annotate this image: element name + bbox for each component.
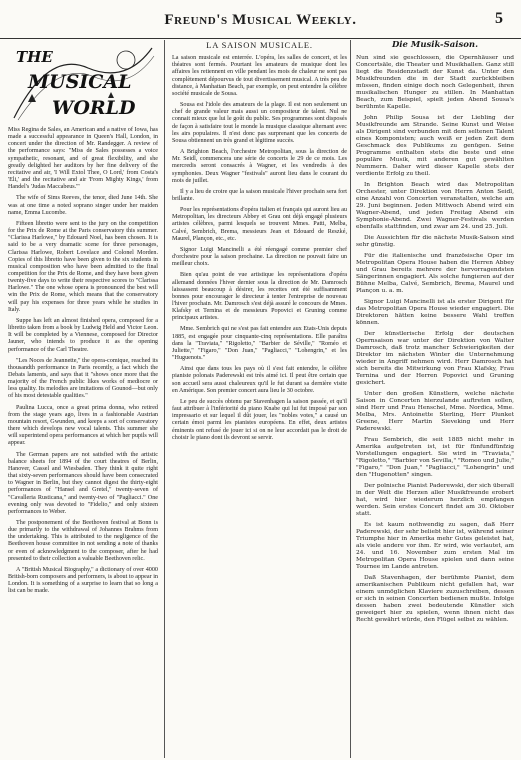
article-paragraph: Nun sind sie geschlossen, die Opernhäuser und Concertsäle, die Theater und Musikhallen. Ganz still liegt die Residenzstadt der Kunst da. Unter den Musikfreunden die in der Stadt zurückbleiben müssen, finden einige doch noch Gelegenheit, ihren musikalischen Hunger zu stillen. In Manhattan Beach, zum Beispiel, spielt jeden Abend Sousa's berühmte Kapelle. <box>356 55 514 111</box>
svg-text:THE: THE <box>16 48 53 66</box>
article-paragraph: Frau Sembrich, die seit 1885 nicht mehr in Amerika aufgetreten ist, ist für fünfundfünfzig Vorstellungen engagiert. Sie wird in "Traviata," "Rigoletto," "Barbier von Sevilla," "Romeo und Julie," "Figaro," "Don Juan," "Pagliacci," "Lohengrin" und den "Hugenotten" singen. <box>356 437 514 479</box>
svg-text:WORLD: WORLD <box>52 97 136 119</box>
publication-title: Freund's Musical Weekly. <box>164 12 357 28</box>
column-rule-right <box>350 40 351 758</box>
article-paragraph: A Brighton Beach, l'orchestre Metropolitan, sous la direction de Mr. Seidl, commencera une série de concerts le 29 de ce mois. Les mercredis seront consacrés à Wagner, et les vendredis à des symphonies. Deux Wagner "festivals" auront lieu dans le courant du mois de juillet. <box>172 149 347 184</box>
article-paragraph: La saison musicale est enterrée. L'opéra, les salles de concert, et les théatres sont fermés. Pourtant les amateurs de musique dont les affaires les retiennent en ville pendant les mois de chaleur ne sont pas complètement dépourvus de tout divertissement musical. A très peu de distance, à Manhattan Beach, par exemple, on peut entendre la célèbre société musicale de Sousa. <box>172 55 347 97</box>
article-paragraph: Il y a lieu de croire que la saison musicale l'hiver prochain sera fort brillante. <box>172 188 347 202</box>
article-paragraph: Der polnische Pianist Paderewski, der sich überall in der Welt die Herzen aller Musikfreunde erobert hat, wird hier wiederum herzlich empfangen werden. Sein erstes Concert findet am 30. Oktober statt. <box>356 483 514 518</box>
article-paragraph: Ainsi que dans tous les pays où il s'est fait entendre, le célèbre pianiste polonais Paderewski est très aimé ici. Il peut être certain que son accueil sera aussi chaleureux qu'il le fut durant sa dernière visite en Amérique. Son premier concert aura lieu le 30 octobre. <box>172 366 347 394</box>
news-paragraph: The German papers are not satisfied with the artistic balance sheets for 1894 of the court theatres of Berlin, Hanover, Cassel and Wiesbaden. They think it quite right that sixty-seven performances should have been consecrated to Wagner in Berlin, but they cannot digest the thirty-eight performances of "Hansel and Gretel," twenty-seven of "Cavalleria Rusticana," and twenty-two of "Pagliacci." One evening only was devoted to "Fidelio," and only sixteen performances to Weber. <box>8 451 158 515</box>
article-paragraph: Unter den großen Künstlern, welche nächste Saison in Concerten hierzulande auftreten sollen, sind Herr und Frau Henschel, Mme. Nordica, Mme. Melba, Mrs. Antoinette Sterling, Herr Plunket Greene, Herr Martin Sieveking und Herr Paderewski. <box>356 391 514 433</box>
news-paragraph: The wife of Sims Reeves, the tenor, died June 14th. She was at one time a noted soprano singer under her maiden name, Emma Lucombe. <box>8 195 158 216</box>
column-german-article <box>356 40 514 756</box>
musical-world-logo <box>8 40 158 124</box>
article-paragraph: Le peu de succès obtenu par Stavenhagen la saison passée, et qu'il faut attribuer à l'infériorité du piano Knabe qui lui fut imposé par son impressario et sur lequel il dût jouer, les "nobles votes," a causé un certain émoi parmi les pianistes européens. En effet, deux artistes éminents ont refusé de jouer ici si on ne leur accordait pas le droit de choisir le piano dont ils devront se servir. <box>172 398 347 441</box>
article-paragraph: Sousa est l'idole des amateurs de la plage. Il est non seulement un chef de grande valeur mais aussi un compositeur de talent. Nul ne connait mieux que lui le goût du public. Ses programmes sont disposés de façon à satisfaire tout le monde la musique classique alternant avec les airs populaires. Il n'est donc pas surprenant que les concerts de Sousa obtiennent un très grand et légitime succès. <box>172 102 347 144</box>
article-paragraph: Pour les représentations d'opéra italien et français qui auront lieu au Metropolitan, les directeurs Abbey et Grau ont déjà engagé plusieurs artistes célèbres, parmi lesquels se trouvent Mmes. Patti, Melba, Calvé, Sembrich, Brema, messieurs Jean et Edouard de Reszké, Maurel, Plançon, etc., etc. <box>172 207 347 242</box>
news-paragraph: The postponement of the Beethoven festival at Bonn is due primarily to the withdrawal of Johannes Brahms from the undertaking. This is attributed to the negligence of the Beethoven house committee in not sending a note of thanks or even of acknowledgment to the composer, after he had presented to their collection a valuable Beethoven relic. <box>8 519 158 562</box>
article-paragraph: Für die italienische und französische Oper im Metropolitan Opera House haben die Herren Abbey und Grau bereits mehrere der hervorragendsten Sängerinnen engagiert. Als solche fungieren auf der Bühne Melba, Calvé, Sembrich, Brema, Maurel und Plançon u. a. m. <box>356 253 514 295</box>
musical-world-logo-art <box>8 40 158 124</box>
article-paragraph: John Philip Sousa ist der Liebling der Musikfreunde am Strande. Seine Kunst und Weise als Dirigent sind verbunden mit dem seltenen Talent eines Komponisten; auch weiß er jeden Zeit dem Geschmack des Publikums zu genügen. Seine Programme enthalten stets die beste und eine populäre Musik, mit anderen gut gewählten Nummern. Daher wird dieser Kapelle stets der verdiente Erfolg zu theil. <box>356 115 514 178</box>
article-paragraph: Der künstlerische Erfolg der deutschen Opernsaison war unter der Direktion von Walter Damrosch, daß trotz mancher Schwierigkeiten der Direktor im nächsten Winter die Unternehmung wieder in Angriff nehmen wird. Herr Damrosch hat sich bereits die Mitwirkung von Frau Klafsky, Frau Ternina und der Herren Popovici und Gruning gesichert. <box>356 331 514 387</box>
article-paragraph: Mme. Sembrich qui ne s'est pas fait entendre aux Etats-Unis depuis 1885, est engagée pour cinquante-cinq représentations. Elle paraîtra dans la "Traviata," "Rigoletto," "Barbier de Séville," "Roméo et Juliette," "Figaro," "Don Juan," "Pagliacci," "Lohengrin," et les "Huguenots." <box>172 326 347 362</box>
article-paragraph: In Brighton Beach wird das Metropolitan Orchester, unter Direktion von Herrn Anton Seidl, eine Anzahl von Concerten veranstalten, welche am 29. Juni beginnen. Jeden Mittwoch Abend wird ein Wagner-Abend, und jeden Freitag Abend ein Symphonie-Abend. Zwei Wagner-Festivals werden ebenfalls stattfinden, und zwar am 24. und 25. Juli. <box>356 182 514 231</box>
news-paragraph: Miss Regina de Sales, an American and a native of Iowa, has made a successful appearance in Queen's Hall, London, in concert under the direction of Mr. Randegger. A review of the performance says: "Miss de Sales possesses a voice sympathetic, resonant, and of great flexibility, and she greatly delighted her auditors by her fine delivery of the recitative and air, 'I Will Extol Thee, O Lord,' from Costa's 'Eli,' and the recitative and air 'From Mighty Kings,' from Handel's 'Judas Maccabeus.'" <box>8 127 158 191</box>
article-paragraph: Daß Stavenhagen, der berühmte Pianist, dem amerikanischen Publikum nicht gefallen hat, war einem unmöglichen Klaviere zuzuschreiben, dessen er sich in seinen Concerten bedienen mußte. Infolge dessen haben zwei bedeutende Künstler sich geweigert hier zu spielen, wenn ihnen nicht das Recht gewährt würde, den Flügel selbst zu wählen. <box>356 575 514 624</box>
news-paragraph: Suppe has left an almost finished opera, composed for a libretto taken from a book by Ludwig Held and Victor Leon. It will be completed by a Viennese, composed for Director Jauner, who intends to produce it as the opening performance of the Carl Theatre. <box>8 317 158 353</box>
column-rule-left <box>164 40 165 758</box>
french-section-heading: LA SAISON MUSICALE. <box>206 40 313 50</box>
article-paragraph: Bien qu'au point de vue artistique les représentations d'opéra allemand données l'hiver dernier sous la direction de Mr. Damrosch laissassent beaucoup à désirer, les recettes ont été suffisamment bonnes pour encourager le directeur à tenter l'entreprise de nouveau l'hiver prochain. Mr. Damrosch s'est déjà assuré le concours de Mmes. Klafsky et Ternina et de messieurs Popovici et Gruning comme principaux artistes. <box>172 272 347 322</box>
page-number: 5 <box>495 10 503 27</box>
news-paragraph: Fifteen libretto were sent to the jury on the competition for the Prix de Rome at the Paris conservatory this summer. "Clarissa Harlowe," by Edouard Noel, has been chosen. It is said to be a very dramatic scene for three personages, Clarissa Harlowe, Robert Lovelace and Colonel Morden. Copies of this libretto have been given to the six students in musical composition who have been admitted to the final competition for the Prix de Rome, and they have been given twenty-five days to write their respective scores to "Clarissa Harlowe." The one whose opera is pronounced the best will win the Prix de Rome, which means that the conservatory will pay his expenses for three years while he studies in Italy. <box>8 220 158 313</box>
news-paragraph: A "British Musical Biography," a dictionary of over 4000 British-born composers and performers, is about to appear in London. It is something of a surprise to learn that so long a list can be made. <box>8 566 158 595</box>
news-paragraph: "Les Noces de Jeannette," the opera-comique, reached its thousandth performance in Paris recently, a fact which the Debats laments, and says that it "shows once more that the majority of the French public likes works of mediocre or less quality. Its melodies are imitations of Gounod—but only of his most detestable qualities." <box>8 357 158 400</box>
german-section-heading: Die Musik-Saison. <box>391 40 479 50</box>
page-header <box>0 0 521 39</box>
svg-text:MUSICAL: MUSICAL <box>28 71 132 93</box>
article-paragraph: Die Aussichten für die nächste Musik-Saison sind sehr günstig. <box>356 235 514 249</box>
article-paragraph: Signor Luigi Mancinelli ist als erster Dirigent für das Metropolitan Opera House wieder engagiert. Die Direktoren hätten keine bessere Wahl treffen können. <box>356 299 514 327</box>
news-paragraph: Paulina Lucca, once a great prima donna, who retired from the stage years ago, lives in a fashionable Austrian mountain resort, Gwunden, and keeps a sort of conservatory there which develops new vocal talents. This summer she will superintend opera performances at which her pupils will appear. <box>8 404 158 447</box>
article-paragraph: Es ist kaum nothwendig zu sagen, daß Herr Paderewski, der sehr beliebt hier ist, während seiner Triumphe hier in Amerika mehr Gutes geleistet hat, als viele andere vor ihm. Er wird, wie verlautet, am 24. und 16. November zum ersten Mal im Metropolitan Opera House spielen und dann seine Tournee im Lande antreten. <box>356 522 514 571</box>
article-paragraph: Signor Luigi Mancinelli a été réengagé comme premier chef d'orchestre pour la saison prochaine. La direction ne pouvait faire un meilleur choix. <box>172 246 347 268</box>
column-french-article <box>172 40 347 756</box>
column-english-news <box>8 40 158 756</box>
